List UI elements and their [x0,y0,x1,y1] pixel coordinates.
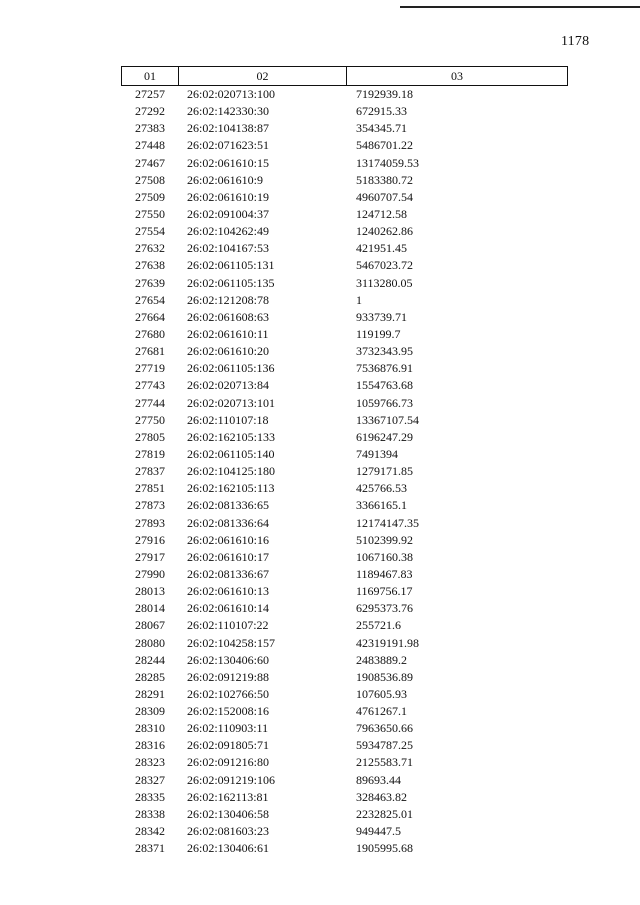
column-header-02: 02 [179,67,347,85]
value-cell: 1067160.38 [356,549,413,564]
table-row [121,257,568,274]
row-id-cell: 28309 [135,704,165,719]
value-cell: 1169756.17 [356,584,413,599]
value-cell: 5183380.72 [356,172,413,187]
value-cell: 42319191.98 [356,635,419,650]
row-id-cell: 27750 [135,412,165,427]
cadastral-number-cell: 26:02:061105:140 [187,446,275,461]
row-id-cell: 27508 [135,172,165,187]
table-row [121,155,568,172]
value-cell: 672915.33 [356,104,407,119]
table-row [121,292,568,309]
row-id-cell: 27638 [135,258,165,273]
value-cell: 4960707.54 [356,189,413,204]
table-row [121,120,568,137]
table-row [121,309,568,326]
value-cell: 328463.82 [356,789,407,804]
row-id-cell: 28316 [135,738,165,753]
table-row [121,532,568,549]
row-id-cell: 27805 [135,429,165,444]
value-cell: 1279171.85 [356,464,413,479]
value-cell: 2125583.71 [356,755,413,770]
cadastral-number-cell: 26:02:162113:81 [187,789,269,804]
row-id-cell: 28371 [135,841,165,856]
table-row [121,840,568,857]
cadastral-number-cell: 26:02:110903:11 [187,721,269,736]
cadastral-number-cell: 26:02:142330:30 [187,104,270,119]
value-cell: 255721.6 [356,618,401,633]
table-row [121,343,568,360]
table-row [121,703,568,720]
row-id-cell: 27916 [135,532,165,547]
value-cell: 1908536.89 [356,669,413,684]
cadastral-number-cell: 26:02:020713:84 [187,378,270,393]
value-cell: 5934787.25 [356,738,413,753]
table-row [121,789,568,806]
value-cell: 13367107.54 [356,412,419,427]
value-cell: 4761267.1 [356,704,407,719]
table-row [121,189,568,206]
row-id-cell: 27550 [135,206,165,221]
cadastral-number-cell: 26:02:061610:14 [187,601,270,616]
row-id-cell: 27743 [135,378,165,393]
cadastral-number-cell: 26:02:020713:101 [187,395,276,410]
table-row [121,497,568,514]
table-row [121,463,568,480]
cadastral-number-cell: 26:02:061610:16 [187,532,270,547]
row-id-cell: 28291 [135,686,165,701]
value-cell: 2483889.2 [356,652,407,667]
table-row [121,137,568,154]
table-row [121,669,568,686]
value-cell: 354345.71 [356,121,407,136]
row-id-cell: 27639 [135,275,165,290]
cadastral-number-cell: 26:02:081336:67 [187,566,270,581]
value-cell: 1240262.86 [356,224,413,239]
table-row [121,172,568,189]
cadastral-number-cell: 26:02:061610:15 [187,155,270,170]
row-id-cell: 28285 [135,669,165,684]
row-id-cell: 27917 [135,549,165,564]
cadastral-number-cell: 26:02:104125:180 [187,464,276,479]
row-id-cell: 27681 [135,344,165,359]
cadastral-number-cell: 26:02:121208:78 [187,292,270,307]
table-row [121,720,568,737]
value-cell: 3366165.1 [356,498,407,513]
row-id-cell: 27680 [135,326,165,341]
cadastral-number-cell: 26:02:071623:51 [187,138,270,153]
cadastral-number-cell: 26:02:130406:60 [187,652,270,667]
table-row [121,686,568,703]
cadastral-number-cell: 26:02:110107:22 [187,618,269,633]
value-cell: 1554763.68 [356,378,413,393]
row-id-cell: 27893 [135,515,165,530]
row-id-cell: 28067 [135,618,165,633]
row-id-cell: 28342 [135,824,165,839]
value-cell: 124712.58 [356,206,407,221]
cadastral-number-cell: 26:02:061610:11 [187,326,269,341]
value-cell: 7963650.66 [356,721,413,736]
page-number: 1178 [561,34,590,49]
table-row [121,566,568,583]
cadastral-number-cell: 26:02:130406:58 [187,806,270,821]
table-row [121,737,568,754]
row-id-cell: 27873 [135,498,165,513]
table-body [121,86,568,857]
table-row [121,429,568,446]
value-cell: 5467023.72 [356,258,413,273]
cadastral-number-cell: 26:02:110107:18 [187,412,269,427]
value-cell: 89693.44 [356,772,401,787]
cadastral-number-cell: 26:02:102766:50 [187,686,270,701]
row-id-cell: 27257 [135,87,165,101]
value-cell: 1189467.83 [356,566,413,581]
table-row [121,772,568,789]
row-id-cell: 27467 [135,155,165,170]
cadastral-number-cell: 26:02:091216:80 [187,755,270,770]
table-row [121,86,568,103]
table-row [121,617,568,634]
cadastral-number-cell: 26:02:061610:19 [187,189,270,204]
cadastral-number-cell: 26:02:104262:49 [187,224,270,239]
row-id-cell: 27448 [135,138,165,153]
value-cell: 425766.53 [356,481,407,496]
table-row [121,326,568,343]
row-id-cell: 27632 [135,241,165,256]
table-row [121,377,568,394]
row-id-cell: 28327 [135,772,165,787]
row-id-cell: 27990 [135,566,165,581]
value-cell: 7192939.18 [356,87,413,101]
value-cell: 3113280.05 [356,275,413,290]
row-id-cell: 27383 [135,121,165,136]
cadastral-number-cell: 26:02:091219:106 [187,772,276,787]
cadastral-number-cell: 26:02:104167:53 [187,241,270,256]
row-id-cell: 27654 [135,292,165,307]
row-id-cell: 28244 [135,652,165,667]
cadastral-number-cell: 26:02:104258:157 [187,635,276,650]
column-header-03: 03 [451,68,463,83]
value-cell: 1059766.73 [356,395,413,410]
value-cell: 12174147.35 [356,515,419,530]
cadastral-number-cell: 26:02:091219:88 [187,669,270,684]
cadastral-number-cell: 26:02:081336:65 [187,498,270,513]
value-cell: 421951.45 [356,241,407,256]
value-cell: 5486701.22 [356,138,413,153]
cadastral-number-cell: 26:02:091004:37 [187,206,270,221]
value-cell: 6295373.76 [356,601,413,616]
cadastral-number-cell: 26:02:091805:71 [187,738,270,753]
row-id-cell: 27292 [135,104,165,119]
table-row [121,600,568,617]
table-row [121,549,568,566]
value-cell: 949447.5 [356,824,401,839]
table-row [121,583,568,600]
cadastral-number-cell: 26:02:081336:64 [187,515,270,530]
cadastral-number-cell: 26:02:020713:100 [187,87,276,101]
value-cell: 2232825.01 [356,806,413,821]
cadastral-number-cell: 26:02:162105:133 [187,429,276,444]
row-id-cell: 27744 [135,395,165,410]
column-header-01: 01 [122,67,179,85]
cadastral-number-cell: 26:02:061610:20 [187,344,270,359]
cadastral-number-cell: 26:02:061105:136 [187,361,275,376]
table-row [121,823,568,840]
cadastral-number-cell: 26:02:104138:87 [187,121,270,136]
table-row [121,206,568,223]
value-cell: 7536876.91 [356,361,413,376]
cadastral-number-cell: 26:02:061608:63 [187,309,270,324]
row-id-cell: 27719 [135,361,165,376]
table-row [121,240,568,257]
top-rule [400,6,640,8]
row-id-cell: 28310 [135,721,165,736]
table-row [121,754,568,771]
cadastral-number-cell: 26:02:081603:23 [187,824,270,839]
row-id-cell: 27554 [135,224,165,239]
row-id-cell: 27819 [135,446,165,461]
value-cell: 933739.71 [356,309,407,324]
cadastral-number-cell: 26:02:061105:135 [187,275,275,290]
table-row [121,275,568,292]
value-cell: 7491394 [356,446,398,461]
value-cell: 119199.7 [356,326,401,341]
table-row [121,103,568,120]
row-id-cell: 27664 [135,309,165,324]
table-row [121,652,568,669]
cadastral-number-cell: 26:02:152008:16 [187,704,270,719]
data-table [121,66,568,857]
cadastral-number-cell: 26:02:061610:13 [187,584,270,599]
row-id-cell: 27851 [135,481,165,496]
value-cell: 13174059.53 [356,155,419,170]
value-cell: 5102399.92 [356,532,413,547]
value-cell: 6196247.29 [356,429,413,444]
table-row [121,412,568,429]
value-cell: 1 [356,292,362,307]
row-id-cell: 28080 [135,635,165,650]
value-cell: 1905995.68 [356,841,413,856]
value-cell: 107605.93 [356,686,407,701]
cadastral-number-cell: 26:02:061610:9 [187,172,264,187]
table-row [121,515,568,532]
cadastral-number-cell: 26:02:130406:61 [187,841,270,856]
table-row [121,806,568,823]
row-id-cell: 28013 [135,584,165,599]
value-cell: 3732343.95 [356,344,413,359]
row-id-cell: 27509 [135,189,165,204]
table-row [121,480,568,497]
row-id-cell: 28323 [135,755,165,770]
cadastral-number-cell: 26:02:162105:113 [187,481,275,496]
row-id-cell: 28014 [135,601,165,616]
table-row [121,395,568,412]
cadastral-number-cell: 26:02:061105:131 [187,258,275,273]
cadastral-number-cell: 26:02:061610:17 [187,549,270,564]
row-id-cell: 28335 [135,789,165,804]
table-row [121,360,568,377]
table-row [121,223,568,240]
table-header [121,66,568,86]
table-row [121,635,568,652]
table-row [121,446,568,463]
row-id-cell: 28338 [135,806,165,821]
row-id-cell: 27837 [135,464,165,479]
